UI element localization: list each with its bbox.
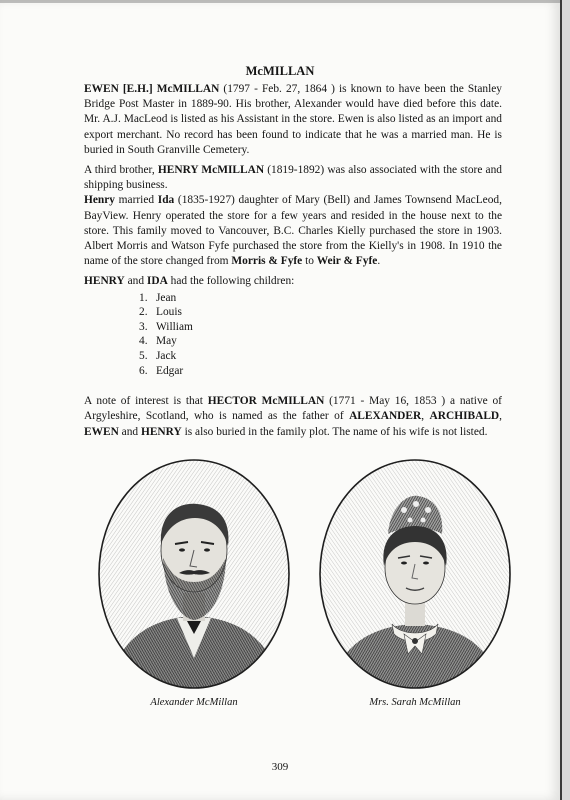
paragraph-children-intro <box>84 274 502 289</box>
bold-name: Ida <box>157 194 175 207</box>
text-run: and <box>118 425 141 438</box>
page-number: 309 <box>271 761 289 773</box>
paragraph-henry-ida <box>84 193 502 269</box>
bold-name: IDA <box>146 275 168 288</box>
bold-name: HENRY McMILLAN <box>157 164 265 177</box>
portrait-sarah-engraving <box>318 458 512 690</box>
text-run: (1797 - Feb. 27, 1864 ) is known to have been the Stanley Bridge Post Master in 1889-90. His brother, Alexander would have died before this date. Mr. A.J. MacLeod is listed as his Assistant in the store. Ewen is also listed as an import and export merchant. No record has been found to indicate that he was a married man. He is buried in South Granville Cemetery. <box>84 83 502 156</box>
portrait-sarah <box>318 458 512 690</box>
caption-alexander: Alexander McMillan <box>150 697 238 708</box>
bold-name: Morris & Fyfe <box>231 255 303 268</box>
list-item-number: 1. <box>139 291 148 304</box>
text-run: (1819-1892) was also associated with the store and shipping business. <box>84 164 503 192</box>
text-run: (1835-1927) daughter of Mary (Bell) and James Townsend MacLeod, BayView. Henry operated the store for a few years and resided in the house next to the store. This family moved to Vancouver, B.C. Charles Kielly purchased the store in 1903. Albert Morris and Watson Fyfe purchased the store from the Kielly's in 1908. In 1910 the name of the store changed from <box>84 194 502 268</box>
list-item-number: 2. <box>139 306 148 319</box>
bold-name: HENRY <box>84 275 125 288</box>
paragraph-henry-intro <box>84 163 502 193</box>
text-run: had the following children: <box>167 275 295 288</box>
text-run: to <box>302 255 317 268</box>
page-title: McMILLAN <box>245 64 315 78</box>
list-item <box>139 291 502 306</box>
paragraph-hector <box>84 394 502 440</box>
text-run: and <box>124 275 147 288</box>
text-run: is also buried in the family plot. The name of his wife is not listed. <box>181 425 488 438</box>
list-item-number: 3. <box>139 320 148 333</box>
bold-name: ARCHIBALD <box>429 410 500 423</box>
bold-name: HENRY <box>140 425 182 438</box>
page-top-edge <box>0 0 560 3</box>
list-item-name: Jack <box>156 350 177 363</box>
bold-name: EWEN <box>84 425 119 438</box>
list-item-name: May <box>156 335 177 348</box>
children-list <box>84 291 502 379</box>
bold-name: ALEXANDER <box>349 410 422 423</box>
list-item <box>139 320 502 335</box>
text-run: , <box>421 410 430 423</box>
bold-name: HECTOR McMILLAN <box>207 395 325 408</box>
text-run: . <box>377 255 381 268</box>
list-item-number: 6. <box>139 364 148 377</box>
list-item-number: 5. <box>139 350 148 363</box>
list-item-name: Edgar <box>156 364 184 377</box>
text-run: A third brother, <box>84 164 158 177</box>
caption-sarah: Mrs. Sarah McMillan <box>369 697 461 708</box>
portrait-alexander <box>97 458 291 690</box>
bold-name: Weir & Fyfe <box>316 255 378 268</box>
list-item <box>139 349 502 364</box>
text-run: , <box>499 410 503 423</box>
portrait-alexander-engraving <box>97 458 291 690</box>
list-item-name: Louis <box>156 306 182 319</box>
bold-name: Henry <box>84 194 116 207</box>
bold-name: EWEN [E.H.] McMILLAN <box>84 83 220 95</box>
text-run: (1771 - May 16, 1853 ) a native of Argyleshire, Scotland, who is named as the father of <box>84 395 502 423</box>
list-item-number: 4. <box>139 335 148 348</box>
list-item <box>139 334 502 349</box>
text-run: A note of interest is that <box>84 395 208 408</box>
list-item-name: Jean <box>156 291 177 304</box>
paragraph-ewen <box>84 82 502 158</box>
text-run: married <box>115 194 158 207</box>
list-item-name: William <box>156 320 193 333</box>
body-text <box>84 82 502 445</box>
list-item <box>139 305 502 320</box>
list-item <box>139 364 502 379</box>
